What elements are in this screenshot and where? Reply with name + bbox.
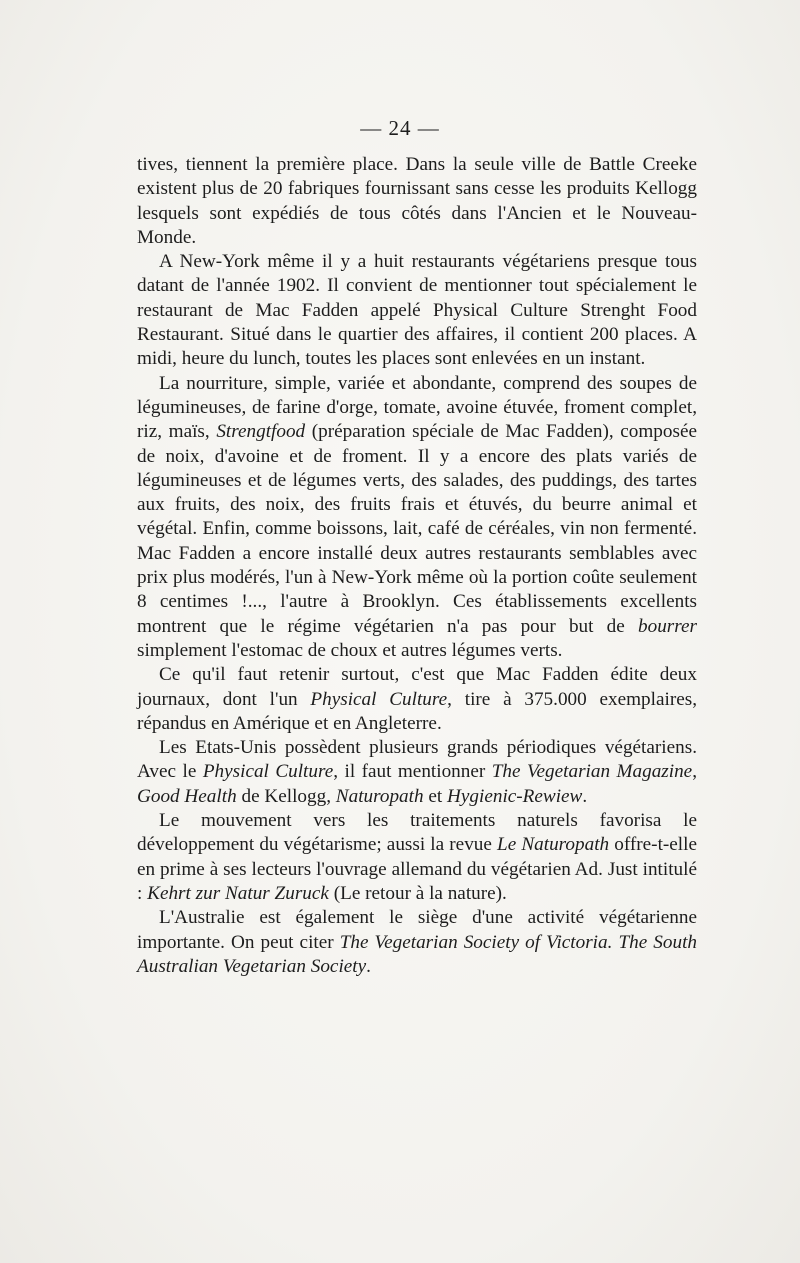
text-run: , il faut mentionner [333,761,492,783]
text-run: offre-t-elle en prime à ses lecteurs l'ouvrage allemand du végétarien Ad. Just intitulé : [137,834,697,904]
text-run: de Kellogg, [236,785,336,807]
text-run: , [692,761,697,783]
text-run: L'Australie est également le siège d'une activité végétarienne importante. On peut citer [137,907,697,953]
text-run: simplement l'estomac de choux et autres légumes verts. [137,639,563,661]
text-run: (préparation spéciale de Mac Fadden), composée de noix, d'avoine et de froment. Il y a encore des plats variés de légumineuses et de légumes verts, des salades, des puddings, des tartes aux fruits, des noix, des fruits frais et étuvés, du beurre animal et végétal. Enfin, comme boissons, lait, café de céréales, vin non fermenté. Mac Fadden a encore installé deux autres restaurants semblables avec prix plus modérés, l'un à New-York même où la portion coûte seulement 8 centimes !..., l'autre à Brooklyn. Ces établissements excellents montrent que le régime végétarien n'a pas pour but de [137,421,697,637]
paragraph [137,906,697,979]
paragraph [137,372,697,664]
text-run: Ce qu'il faut retenir surtout, c'est que Mac Fadden édite deux journaux, dont l'un [137,664,697,710]
italic-text: bourrer [638,615,697,637]
italic-text: The Vegetarian Society of Victoria. The South Australian Vegetarian Society [137,931,697,977]
text-run: La nourriture, simple, variée et abondante, comprend des soupes de légumineuses, de farine d'orge, tomate, avoine étuvée, froment complet, riz, maïs, [137,372,697,443]
page-number: — 24 — [360,116,440,140]
text-run: (Le retour à la nature). [328,882,507,904]
italic-text: Kehrt zur Natur Zuruck [147,882,329,904]
text-run: Le mouvement vers les traitements naturels favorisa le développement du végétarisme; aussi la revue [137,810,697,856]
italic-text: Physical Culture [310,688,448,710]
italic-text: Hygienic-Rewiew [447,785,583,807]
text-run: A New-York même il y a huit restaurants végétariens presque tous datant de l'année 1902. Il convient de mentionner tout spécialement le restaurant de Mac Fadden appelé Physical Culture Strenght Food Restaurant. Situé dans le quartier des affaires, il contient 200 places. A midi, heure du lunch, toutes les places sont enlevées en un instant. [137,251,697,370]
italic-text: The Vegetarian Magazine [491,761,693,783]
text-run: et [423,785,448,807]
italic-text: Strengtfood [216,421,306,443]
italic-text: Good Health [137,785,237,807]
italic-text: Le Naturopath [497,834,610,856]
paragraph [137,809,697,906]
text-run: tives, tiennent la première place. Dans la seule ville de Battle Creeke existent plus de 20 fabriques fournissant sans cesse les produits Kellogg lesquels sont expédiés de tous côtés dans l'Ancien et le Nouveau-Monde. [137,154,697,248]
text-run: , tire à 375.000 exemplaires, répandus en Amérique et en Angleterre. [137,688,697,734]
paragraph [137,736,697,809]
body-text [137,153,697,979]
paragraph [137,663,697,736]
text-run: Les Etats-Unis possèdent plusieurs grands périodiques végétariens. Avec le [137,737,697,783]
italic-text: Naturopath [335,785,424,807]
text-run: . [366,955,371,977]
paragraph [137,250,697,371]
italic-text: Physical Culture [202,761,334,783]
text-run: . [582,785,588,807]
paragraph [137,153,697,250]
